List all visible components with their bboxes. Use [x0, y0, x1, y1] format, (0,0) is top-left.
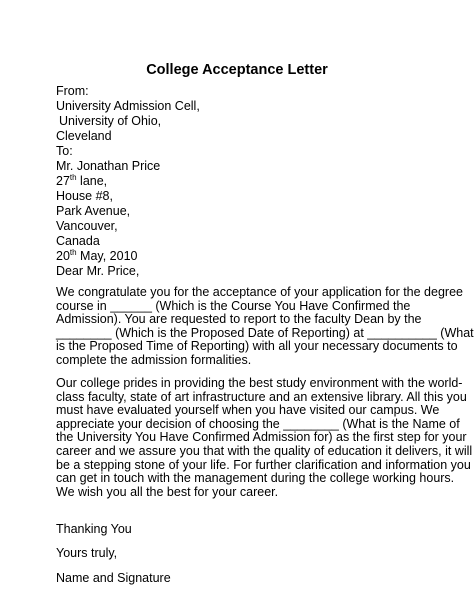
to-label: To:	[56, 144, 73, 158]
from-label: From:	[56, 84, 89, 98]
date-ordinal: th	[69, 247, 77, 257]
street-name: lane,	[76, 174, 108, 188]
recipient-name: Mr. Jonathan Price	[56, 159, 161, 173]
closing-yours-truly: Yours truly,	[56, 546, 118, 560]
recipient-avenue: Park Avenue,	[56, 204, 131, 218]
date-day: 20	[56, 249, 70, 263]
paragraph-line: appreciate your decision of choosing the ________ (What is the Name of	[56, 416, 460, 431]
paragraph-line: is the Proposed Time of Reporting) with all your necessary documents to	[56, 339, 458, 354]
recipient-house: House #8,	[56, 189, 113, 203]
recipient-street	[56, 174, 107, 189]
paragraph-line: career and we assure you that with the quality of education it delivers, it will	[56, 443, 473, 458]
paragraph-line: be a stepping stone of your life. For further clarification and information you	[56, 457, 471, 472]
paragraph-line: complete the admission formalities.	[56, 352, 252, 367]
salutation: Dear Mr. Price,	[56, 264, 140, 278]
paragraph-wishes: We wish you all the best for your career.	[56, 485, 279, 499]
paragraph-acceptance	[56, 285, 474, 368]
recipient-city: Vancouver,	[56, 219, 118, 233]
paragraph-line: Our college prides in providing the best study environment with the world-	[56, 376, 463, 390]
paragraph-line: can get in touch with the management during the college working hours.	[56, 471, 455, 486]
document-title: College Acceptance Letter	[146, 62, 328, 78]
closing-thanks: Thanking You	[56, 522, 132, 536]
letter-date	[56, 249, 138, 264]
paragraph-line: We congratulate you for the acceptance of your application for the degree	[56, 285, 463, 299]
date-rest: May, 2010	[76, 249, 138, 263]
street-ordinal: th	[69, 172, 77, 182]
paragraph-line: class faculty, state of art infrastructure and an extensive library. All this you	[56, 389, 467, 404]
paragraph-line: must have evaluated yourself when you have visited our campus. We	[56, 403, 440, 418]
paragraph-line: Admission). You are requested to report to the faculty Dean by the	[56, 312, 422, 327]
paragraph-line: course in ______ (Which is the Course You Have Confirmed the	[56, 298, 411, 313]
paragraph-line: the University You Have Confirmed Admission for) as the first step for your	[56, 430, 467, 445]
recipient-country: Canada	[56, 234, 100, 248]
from-line-3: Cleveland	[56, 129, 112, 143]
street-number: 27	[56, 174, 70, 188]
signature-line: Name and Signature	[56, 571, 171, 585]
paragraph-line: ________ (Which is the Proposed Date of Reporting) at __________ (What	[56, 325, 474, 340]
from-line-2: University of Ohio,	[59, 114, 162, 128]
from-line-1: University Admission Cell,	[56, 99, 200, 113]
paragraph-college	[56, 376, 473, 486]
